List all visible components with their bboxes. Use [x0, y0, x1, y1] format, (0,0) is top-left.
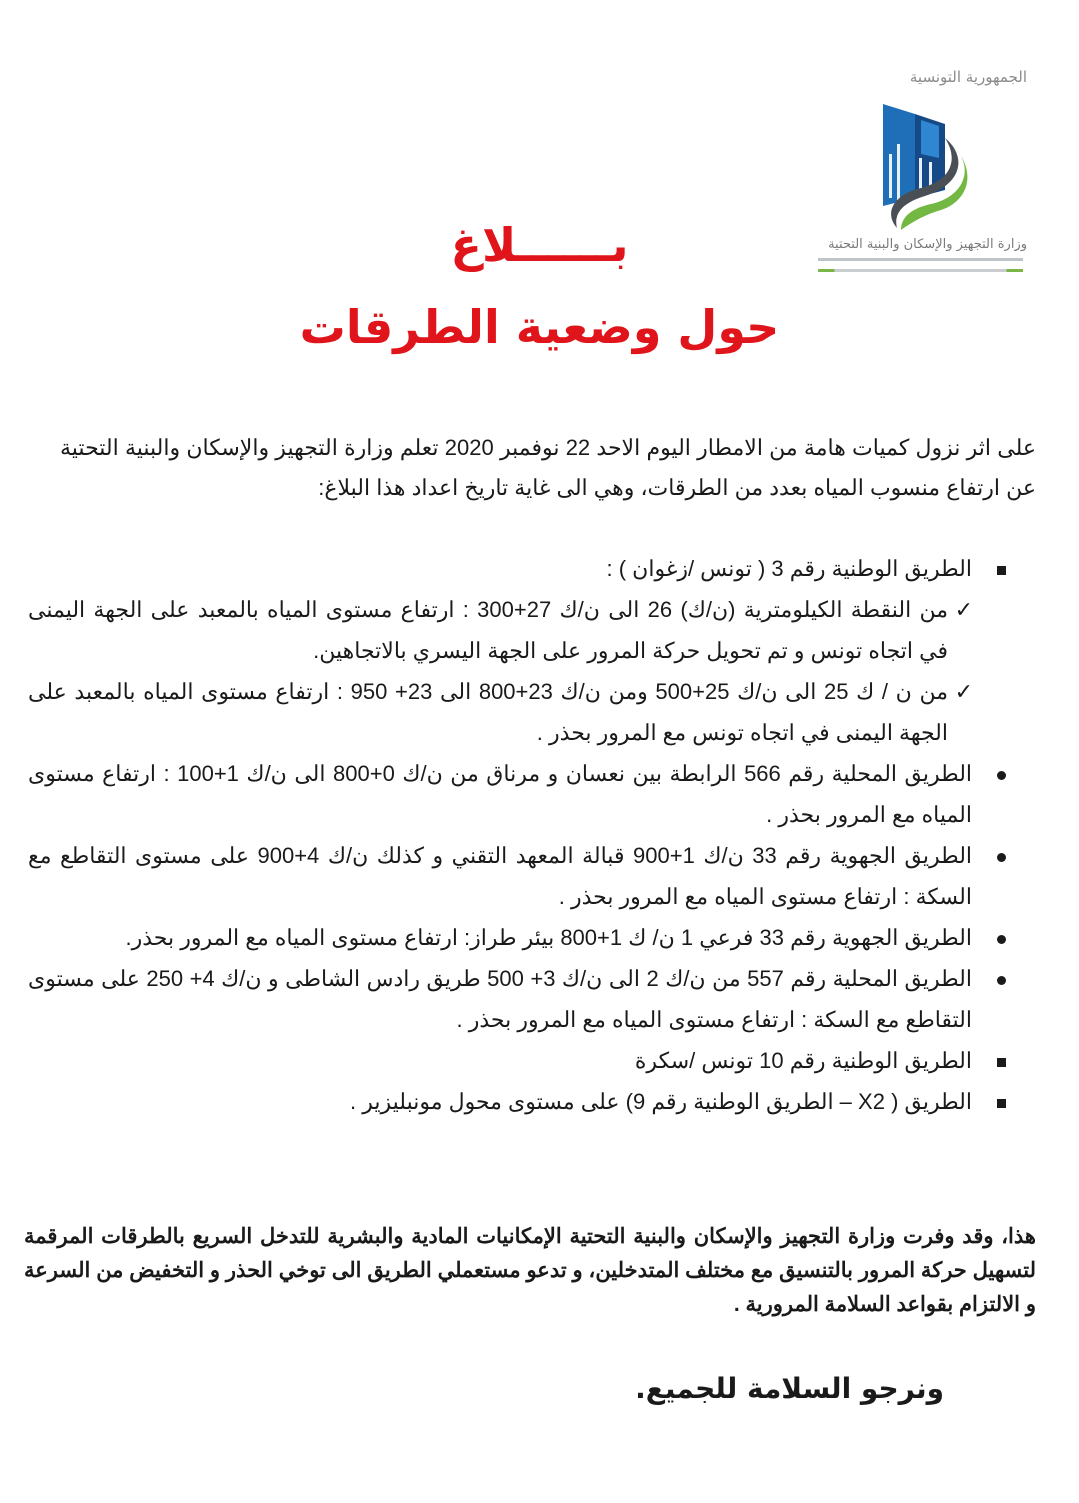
list-item: [28, 671, 1028, 753]
list-item-text: الطريق المحلية رقم 566 الرابطة بين نعسان و مرناق من ن/ك 0+800 الى ن/ك 1+100 : ارتفاع مستوى المياه مع المرور بحذر .: [28, 761, 973, 827]
round-bullet-icon: [982, 958, 1006, 999]
roads-list: [28, 548, 1028, 1122]
document-title: بــــــلاغ: [450, 218, 629, 272]
list-item-text: من ن / ك 25 الى ن/ك 25+500 ومن ن/ك 23+800 الى 23+ 950 : ارتفاع مستوى المياه بالمعبد على الجهة اليمنى في اتجاه تونس مع المرور بحذر .: [28, 679, 948, 745]
list-item-text: الطريق الجهوية رقم 33 فرعي 1 ن/ ك 1+800 بيئر طراز: ارتفاع مستوى المياه مع المرور بحذر.: [125, 925, 972, 950]
checkmark-icon: ✓: [954, 679, 973, 704]
list-item: [28, 1040, 1028, 1081]
checkmark-icon: ✓: [954, 597, 973, 622]
list-item-text: الطريق المحلية رقم 557 من ن/ك 2 الى ن/ك 3+ 500 طريق رادس الشاطى و ن/ك 4+ 250 على مستوى التقاطع مع السكة : ارتفاع مستوى المياه مع المرور بحذر .: [28, 966, 972, 1032]
list-item-text: الطريق الوطنية رقم 3 ( تونس /زغوان ) :: [606, 556, 972, 581]
square-bullet-icon: [982, 548, 1006, 589]
round-bullet-icon: [982, 917, 1006, 958]
signoff: ونرجو السلامة للجميع.: [635, 1372, 944, 1405]
list-item: [28, 589, 1028, 671]
intro-paragraph: على اثر نزول كميات هامة من الامطار اليوم الاحد 22 نوفمبر 2020 تعلم وزارة التجهيز والإسكان والبنية التحتية عن ارتفاع منسوب المياه بعدد من الطرقات، وهي الى غاية تاريخ اعداد هذا البلاغ:: [60, 435, 1036, 500]
list-item: [28, 753, 1028, 835]
list-item: [28, 835, 1028, 917]
document-subtitle: حول وضعية الطرقات: [299, 300, 780, 354]
list-item-text: الطريق الجهوية رقم 33 ن/ك 1+900 قبالة المعهد التقني و كذلك ن/ك 4+900 على مستوى التقاطع مع السكة : ارتفاع مستوى المياه مع المرور بحذر .: [28, 843, 973, 909]
list-item: [28, 958, 1028, 1040]
list-item-text: من النقطة الكيلومترية (ن/ك) 26 الى ن/ك 27+300 : ارتفاع مستوى المياه بالمعبد على الجهة اليمنى في اتجاه تونس و تم تحويل حركة المرور على الجهة اليسري بالاتجاهين.: [28, 597, 949, 663]
logo-country-text: الجمهورية التونسية: [909, 68, 1027, 86]
list-item: [28, 917, 1028, 958]
list-item-text: الطريق الوطنية رقم 10 تونس /سكرة: [634, 1048, 972, 1073]
square-bullet-icon: [982, 1040, 1006, 1081]
round-bullet-icon: [982, 753, 1006, 794]
logo-ministry-text: وزارة التجهيز والإسكان والبنية التحتية: [828, 237, 1027, 252]
square-bullet-icon: [982, 1081, 1006, 1122]
list-item: [28, 1081, 1028, 1122]
closing-paragraph: هذا، وقد وفرت وزارة التجهيز والإسكان والبنية التحتية الإمكانيات المادية والبشرية للتدخل السريع بالطرقات المرقمة لتسهيل حركة المرور بالتنسيق مع مختلف المتدخلين، و تدعو مستعملي الطريق الى توخي الحذر و التخفيض من السرعة و الالتزام بقواعد السلامة المرورية .: [24, 1225, 1036, 1316]
ministry-emblem-icon: [875, 98, 975, 233]
list-item: [28, 548, 1028, 589]
round-bullet-icon: [982, 835, 1006, 876]
list-item-text: الطريق ( X2 – الطريق الوطنية رقم 9) على مستوى محول مونبليزير .: [350, 1089, 972, 1114]
